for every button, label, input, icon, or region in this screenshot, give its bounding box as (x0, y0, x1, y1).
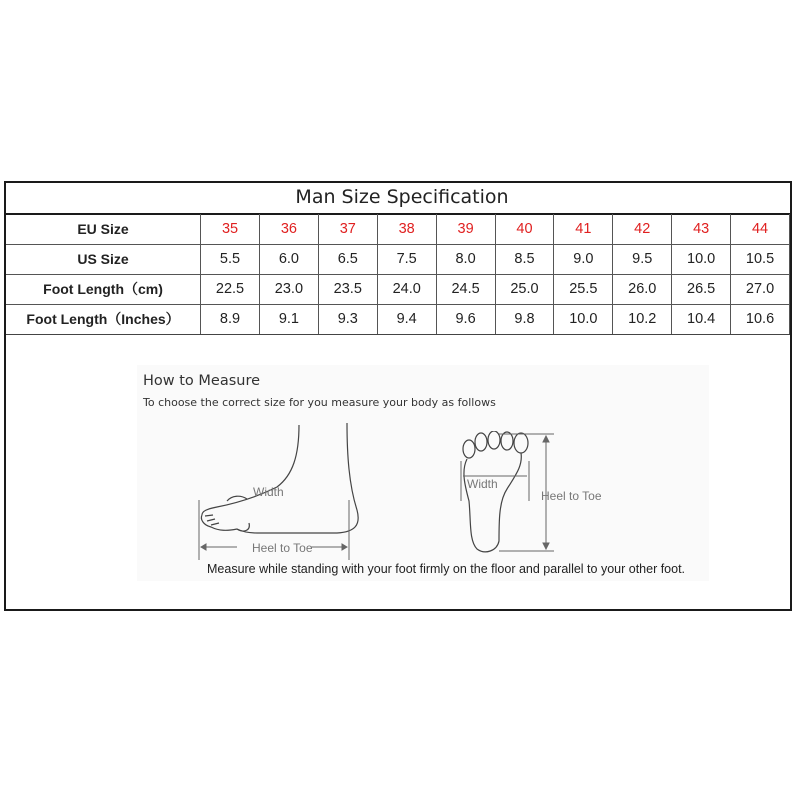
table-cell: 43 (672, 214, 731, 244)
chart-title: Man Size Specification (295, 186, 509, 208)
table-cell: 10.4 (672, 304, 731, 334)
table-cell: 10.0 (554, 304, 613, 334)
table-cell: 9.1 (259, 304, 318, 334)
table-cell: 39 (436, 214, 495, 244)
size-chart-frame (4, 181, 792, 611)
table-cell: 10.0 (672, 244, 731, 274)
table-cell: 10.6 (731, 304, 790, 334)
table-row-foot-length-inches (6, 304, 790, 334)
side-heel-to-toe-label: Heel to Toe (252, 541, 313, 555)
row-label: EU Size (6, 214, 201, 244)
measure-note: Measure while standing with your foot firmly on the floor and parallel to your other foot. (207, 562, 686, 576)
table-cell: 23.0 (259, 274, 318, 304)
table-cell: 37 (318, 214, 377, 244)
table-cell: 9.8 (495, 304, 554, 334)
table-cell: 8.0 (436, 244, 495, 274)
table-row-foot-length-cm (6, 274, 790, 304)
table-row-eu (6, 214, 790, 244)
table-cell: 8.9 (201, 304, 260, 334)
table-cell: 10.5 (731, 244, 790, 274)
table-cell: 25.5 (554, 274, 613, 304)
table-cell: 35 (201, 214, 260, 244)
table-cell: 25.0 (495, 274, 554, 304)
table-cell: 10.2 (613, 304, 672, 334)
table-cell: 9.3 (318, 304, 377, 334)
row-label: US Size (6, 244, 201, 274)
table-cell: 9.4 (377, 304, 436, 334)
table-cell: 9.5 (613, 244, 672, 274)
table-cell: 26.5 (672, 274, 731, 304)
table-cell: 38 (377, 214, 436, 244)
table-cell: 23.5 (318, 274, 377, 304)
how-to-measure-subtitle: To choose the correct size for you measure your body as follows (143, 396, 496, 409)
table-cell: 7.5 (377, 244, 436, 274)
table-cell: 24.5 (436, 274, 495, 304)
sole-heel-to-toe-label: Heel to Toe (541, 489, 602, 503)
table-cell: 5.5 (201, 244, 260, 274)
table-cell: 26.0 (613, 274, 672, 304)
table-cell: 6.0 (259, 244, 318, 274)
side-width-label: Width (253, 485, 284, 499)
row-label: Foot Length（cm) (6, 274, 201, 304)
table-cell: 36 (259, 214, 318, 244)
table-cell: 8.5 (495, 244, 554, 274)
table-cell: 42 (613, 214, 672, 244)
table-row-us (6, 244, 790, 274)
table-cell: 27.0 (731, 274, 790, 304)
how-to-measure-title: How to Measure (143, 373, 261, 389)
sole-width-label: Width (467, 477, 498, 491)
table-cell: 44 (731, 214, 790, 244)
table-cell: 9.6 (436, 304, 495, 334)
table-cell: 6.5 (318, 244, 377, 274)
table-cell: 9.0 (554, 244, 613, 274)
size-table (6, 214, 790, 335)
table-cell: 41 (554, 214, 613, 244)
table-cell: 24.0 (377, 274, 436, 304)
table-cell: 22.5 (201, 274, 260, 304)
side-foot-illustration-icon (197, 415, 437, 565)
table-cell: 40 (495, 214, 554, 244)
how-to-measure-panel (137, 365, 709, 581)
row-label: Foot Length（Inches） (6, 304, 201, 334)
title-row (6, 183, 790, 215)
